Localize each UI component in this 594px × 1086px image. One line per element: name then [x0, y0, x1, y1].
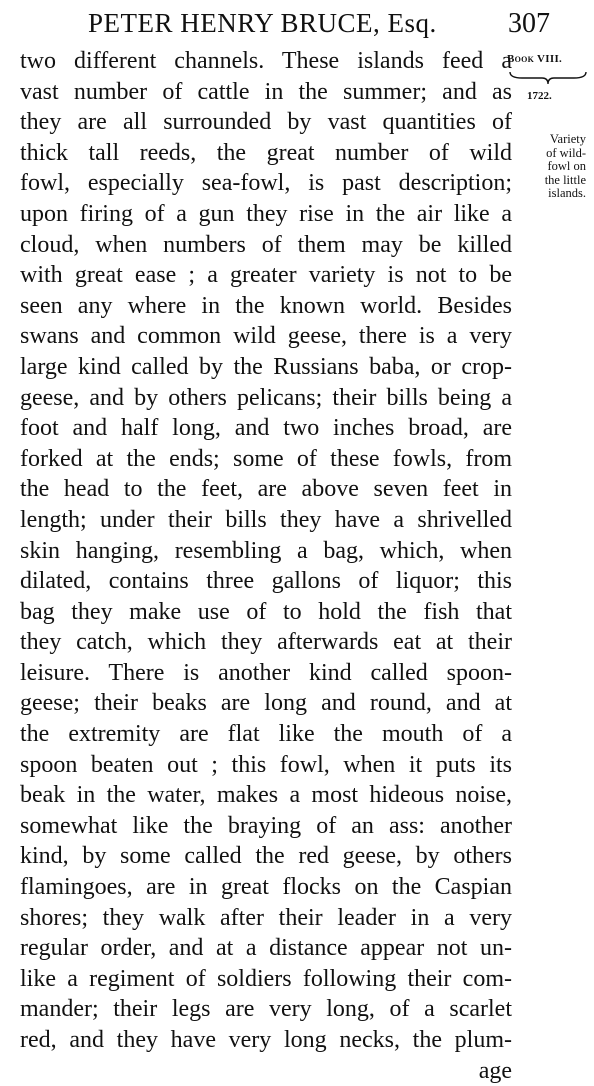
- text-line: large kind called by the Russians baba, or crop-: [20, 353, 512, 380]
- text-line: regular order, and at a distance appear not un-: [20, 935, 512, 962]
- text-line: the extremity are flat like the mouth of a: [20, 721, 512, 748]
- text-line: like a regiment of soldiers following their com-: [20, 965, 512, 992]
- text-line: flamingoes, are in great flocks on the Caspian: [20, 874, 512, 901]
- text-line: mander; their legs are very long, of a scarlet: [20, 996, 512, 1023]
- page-number: 307: [508, 8, 550, 39]
- text-line: they are all surrounded by vast quantities of: [20, 109, 512, 136]
- text-line: leisure. There is another kind called spoon-: [20, 659, 512, 686]
- text-line: the head to the feet, are above seven feet in: [20, 476, 512, 503]
- catchword: age: [478, 1057, 512, 1084]
- side-note-line: of wild-: [546, 145, 586, 160]
- text-line: somewhat like the braying of an ass: another: [20, 812, 512, 839]
- text-line: length; under their bills they have a shrivelled: [20, 506, 512, 533]
- text-line: spoon beaten out ; this fowl, when it puts its: [20, 751, 512, 778]
- text-line: skin hanging, resembling a bag, which, when: [20, 537, 512, 564]
- text-line: geese, and by others pelicans; their bills being a: [20, 384, 512, 411]
- text-line: cloud, when numbers of them may be killed: [20, 231, 512, 258]
- running-title: PETER HENRY BRUCE, Esq.: [88, 8, 437, 38]
- text-line: beak in the water, makes a most hideous noise,: [20, 782, 512, 809]
- text-line: thick tall reeds, the great number of wild: [20, 139, 512, 166]
- text-line: kind, by some called the red geese, by others: [20, 843, 512, 870]
- text-line: seen any where in the known world. Besides: [20, 292, 512, 319]
- text-line: fowl, especially sea-fowl, is past description;: [20, 170, 512, 197]
- text-line: shores; they walk after their leader in a very: [20, 904, 512, 931]
- margin-book-note: Book VIII.: [507, 53, 563, 65]
- text-line: swans and common wild geese, there is a very: [20, 323, 512, 350]
- side-note-line: fowl on: [547, 159, 586, 173]
- text-line: forked at the ends; some of these fowls, from: [20, 445, 512, 472]
- text-line: dilated, contains three gallons of liquor; this: [20, 568, 512, 595]
- running-head: [0, 6, 594, 40]
- body-text: [20, 46, 512, 1086]
- text-line: vast number of cattle in the summer; and as: [20, 78, 512, 105]
- text-line: red, and they have very long necks, the plum-: [20, 1027, 512, 1053]
- text-line: two different channels. These islands feed a: [20, 48, 512, 74]
- side-note-line: Variety: [549, 132, 586, 146]
- text-line: bag they make use of to hold the fish that: [20, 598, 512, 625]
- margin-side-note: [506, 133, 586, 201]
- side-note-line: islands.: [548, 186, 586, 200]
- text-line: upon firing of a gun they rise in the air like a: [20, 200, 512, 227]
- brace-icon: [508, 70, 588, 86]
- text-line: foot and half long, and two inches broad, are: [20, 415, 512, 442]
- text-line: with great ease ; a greater variety is not to be: [20, 262, 512, 289]
- side-note-line: the little: [544, 172, 586, 187]
- margin-year-note: 1722.: [527, 90, 552, 102]
- text-line: they catch, which they afterwards eat at their: [20, 629, 512, 656]
- text-line: geese; their beaks are long and round, and at: [20, 690, 512, 717]
